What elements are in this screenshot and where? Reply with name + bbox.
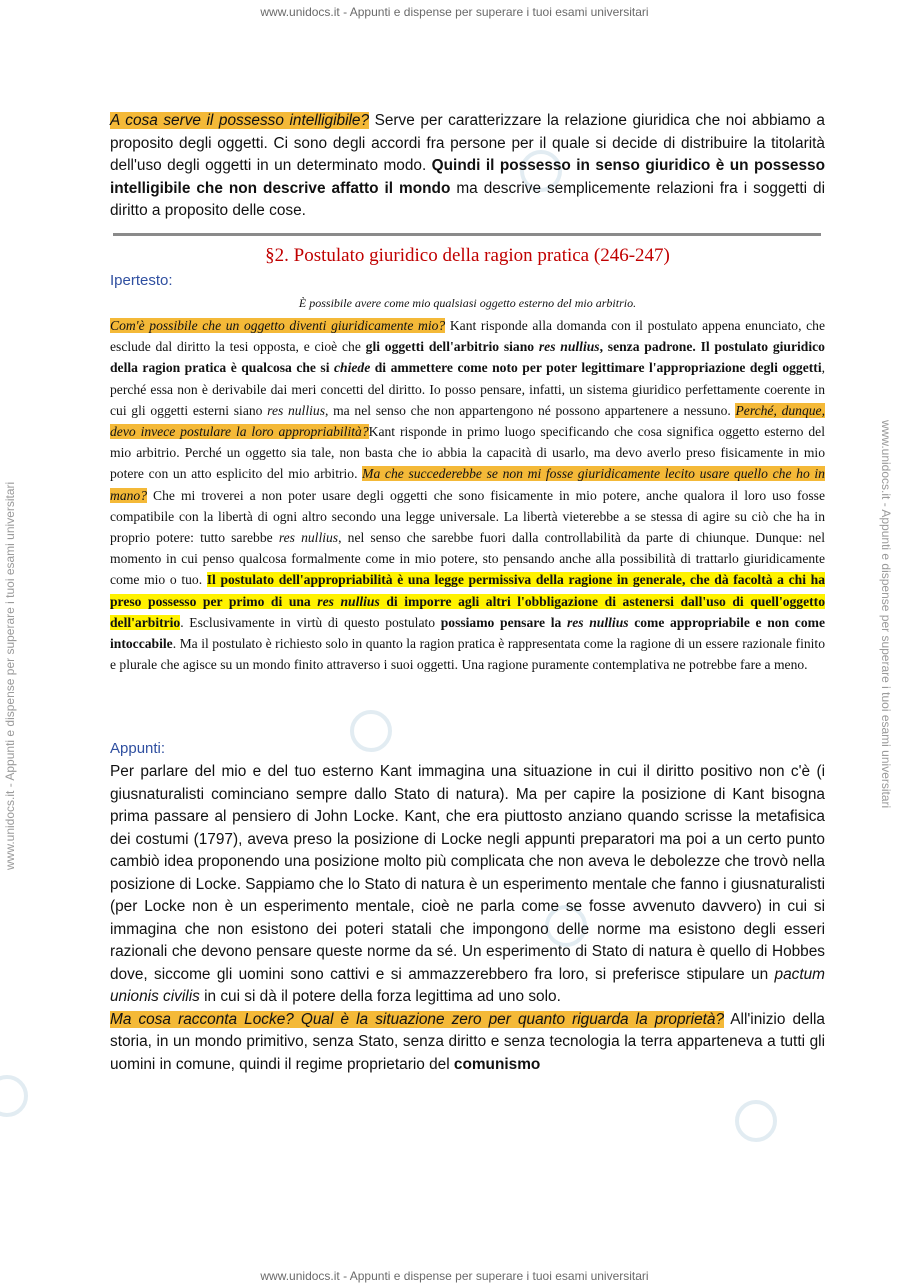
page-header: www.unidocs.it - Appunti e dispense per superare i tuoi esami universitari	[260, 5, 649, 19]
ipertesto-label: Ipertesto:	[110, 272, 173, 289]
page-footer: www.unidocs.it - Appunti e dispense per superare i tuoi esami universitari	[260, 1269, 649, 1283]
unidocs-watermark-icon	[0, 1075, 28, 1117]
highlighted-question: A cosa serve il possesso intelligibile?	[110, 112, 370, 129]
paragraph-postulato: Com'è possibile che un oggetto diventi giuridicamente mio? Kant risponde alla domanda con il postulato appena enunciato, che esclude dal diritto la tesi opposta, e cioè che gli oggetti dell'arbitrio siano res nullius, senza padrone. Il postulato giuridico della ragion pratica è qualcosa che si chiede di ammettere come noto per poter legittimare l'appropriazione degli oggetti, perché essa non è derivabile dai meri concetti del diritto. Io posso pensare, infatti, un sistema giuridico perfettamente coerente in cui gli oggetti esterni siano res nullius, ma nel senso che non appartengono né possono appartenere a nessuno. Perché, dunque, devo invece postulare la loro appropriabilità?Kant risponde in primo luogo specificando che cosa significa oggetto esterno del mio arbitrio. Perché un oggetto sia tale, non basta che io abbia la capacità di usarlo, ma devo averlo preso fisicamente in mio potere con un atto esplicito del mio arbitrio. Ma che succederebbe se non mi fosse giuridicamente lecito usare quello che ho in mano? Che mi troverei a non poter usare degli oggetti che sono fisicamente in mio potere, anche qualora il loro uso fosse compatibile con la libertà di ogni altro secondo una legge universale. La libertà vieterebbe a se stessa di agire su ciò che ha in proprio potere: tutto sarebbe res nullius, nel senso che sarebbe fuori dalla controllabilità da parte di chiunque. Dunque: nel momento in cui penso qualcosa formalmente come in mio potere, sto pensando anche alla possibilità di trattarlo giuridicamente come mio o tuo. Il postulato dell'appropriabilità è una legge permissiva della ragione in generale, che dà facoltà a chi ha preso possesso per primo di una res nullius di imporre agli altri l'obbligazione di astenersi dall'uso di quell'oggetto dell'arbitrio. Esclusivamente in virtù di questo postulato possiamo pensare la res nullius come appropriabile e non come intoccabile. Ma il postulato è richiesto solo in quanto la ragion pratica è rappresentata come la ragione di un essere razionale finito e plurale che agisce su un mondo finito attraverso i suoi oggetti. Una ragione puramente contemplativa ne potrebbe fare a meno.	[110, 318, 825, 673]
appunti-label: Appunti:	[110, 740, 166, 757]
side-watermark-left: www.unidocs.it - Appunti e dispense per superare i tuoi esami universitari	[3, 481, 17, 870]
postulate-quote: È possibile avere come mio qualsiasi oggetto esterno del mio arbitrio.	[298, 296, 637, 310]
unidocs-watermark-icon	[350, 710, 392, 752]
paragraph-appunti: Per parlare del mio e del tuo esterno Kant immagina una situazione in cui il diritto positivo non c'è (i giusnaturalisti cominciano sempre dallo Stato di natura). Ma per capire la posizione di Kant bisogna prima passare al pensiero di John Locke. Kant, che era piuttosto anziano quando scrisse la metafisica dei costumi (1797), aveva preso la posizione di Locke negli appunti preparatori ma poi a un certo punto cambiò idea proponendo una posizione molto più complicata che non aveva le debolezze che trovò nella posizione di Locke. Sappiamo che lo Stato di natura è un esperimento mentale che fanno i giusnaturalisti (per Locke non è un esperimento mentale, cioè ne parla come se fosse avvenuto davvero) in cui si immagina che non esistono dei poteri statali che impongono delle norme ma esistono degli esseri razionali che devono pensare queste norme da sé. Un esperimento di Stato di natura è quello di Hobbes dove, siccome gli uomini sono cattivi e si ammazzerebbero fra loro, si preferisce stipulare un pactum unionis civilis in cui si dà il potere della forza legittima ad uno solo. Ma cosa racconta Locke? Qual è la situazione zero per quanto riguarda la proprietà? All'inizio della storia, in un mondo primitivo, senza Stato, senza diritto e senza tecnologia la terra apparteneva a tutti gli uomini in comune, quindi il regime proprietario del comunismo	[110, 763, 825, 1073]
section-divider	[113, 233, 821, 236]
paragraph-possesso: A cosa serve il possesso intelligibile? Serve per caratterizzare la relazione giuridica che noi abbiamo a proposito degli oggetti. Ci sono degli accordi fra persone per il quale si decide di distribuire la titolarità dell'uso degli oggetti in un determinato modo. Quindi il possesso in senso giuridico è un possesso intelligibile che non descrive affatto il mondo ma descrive semplicemente relazioni fra i soggetti di diritto a proposito delle cose.	[110, 112, 825, 219]
section-title: §2. Postulato giuridico della ragion pratica (246-247)	[265, 245, 670, 266]
side-watermark-right: www.unidocs.it - Appunti e dispense per superare i tuoi esami universitari	[879, 420, 893, 809]
unidocs-watermark-icon	[735, 1100, 777, 1142]
